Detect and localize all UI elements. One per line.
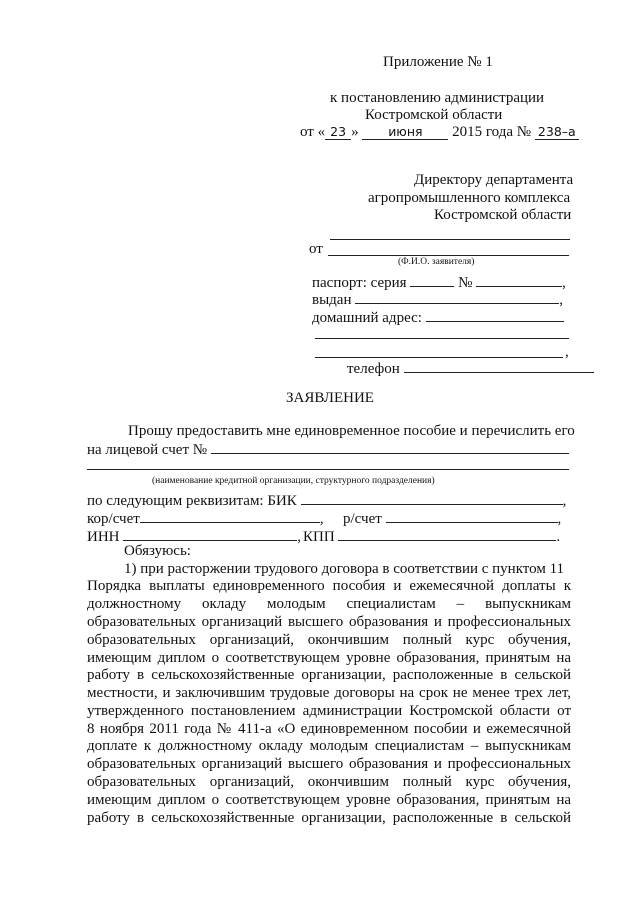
obligation-line: работу в сельскохозяйственные организации, расположенные в сельской	[87, 667, 571, 683]
fio-field[interactable]	[328, 255, 569, 256]
kpp-field[interactable]	[338, 527, 556, 541]
addressee-line-3: Костромской области	[434, 207, 572, 223]
inn-row	[87, 527, 301, 546]
rschet-row	[343, 509, 561, 528]
obligation-line: имеющим диплом о соответствующем уровне образования, принятым на	[87, 792, 571, 808]
issued-comma: ,	[559, 292, 563, 308]
korschet-row	[87, 509, 324, 528]
account-row	[87, 440, 569, 459]
obligation-line: образовательных организаций высшего образования и профессиональных	[87, 614, 571, 630]
obligation-line: имеющим диплом о соответствующем уровне образования, принятым на	[87, 650, 571, 666]
passport-series-label: паспорт: серия	[312, 275, 407, 291]
date-prefix: от «	[300, 124, 326, 140]
resolution-number: 238–а	[535, 124, 579, 140]
bik-label: по следующим реквизитам: БИК	[87, 493, 297, 509]
addressee-line-1: Директору департамента	[414, 172, 574, 188]
obligation-line: должностному окладу молодым специалистам – выпускникам	[87, 596, 571, 612]
obligation-line: 1) при расторжении трудового договора в соответствии с пунктом 11	[124, 561, 565, 577]
kpp-label: КПП	[303, 529, 335, 545]
phone-row	[347, 359, 594, 378]
address-row	[312, 308, 564, 327]
obligation-label: Обязуюсь:	[124, 543, 191, 559]
inn-label: ИНН	[87, 529, 120, 545]
date-year: 2015 года №	[452, 124, 532, 140]
issued-row	[312, 290, 563, 309]
korschet-field[interactable]	[140, 509, 320, 523]
date-day: 23	[325, 124, 351, 140]
addressee-line-2: агропромышленного комплекса	[368, 190, 571, 206]
address-label: домашний адрес:	[312, 310, 422, 326]
address-comma: ,	[565, 344, 569, 360]
obligation-line: образовательных организаций, окончившим полный курс обучения,	[87, 632, 571, 648]
rschet-comma: ,	[557, 511, 562, 527]
address-line-3[interactable]	[315, 357, 563, 358]
obligation-line: местности, и заключившим трудовые договоры на срок не менее трех лет,	[87, 685, 571, 701]
date-month: июня	[362, 124, 448, 140]
blank-line	[330, 239, 570, 240]
date-mid: »	[351, 124, 359, 140]
passport-number-field[interactable]	[476, 273, 562, 287]
inn-comma: ,	[297, 529, 301, 545]
issued-field[interactable]	[355, 290, 559, 304]
obligation-line: доплате к должностному окладу молодым специалистам – выпускникам	[87, 738, 571, 754]
kpp-row	[303, 527, 560, 546]
phone-field[interactable]	[404, 359, 594, 373]
issued-label: выдан	[312, 292, 352, 308]
passport-series-field[interactable]	[410, 273, 454, 287]
obligation-line: образовательных организаций высшего образования и профессиональных	[87, 756, 571, 772]
account-field[interactable]	[211, 440, 569, 454]
region-line: Костромской области	[365, 107, 503, 123]
request-line-1: Прошу предоставить мне единовременное пособие и перечислить его	[128, 423, 575, 439]
bank-name-field[interactable]	[87, 469, 569, 470]
resolution-line: к постановлению администрации	[330, 90, 545, 106]
passport-comma: ,	[562, 275, 566, 291]
bik-field[interactable]	[301, 491, 563, 505]
kpp-period: .	[556, 529, 561, 545]
address-line-2[interactable]	[315, 338, 569, 339]
obligation-line: образовательных организаций, окончившим полный курс обучения,	[87, 774, 571, 790]
korschet-label: кор/счет	[87, 511, 140, 527]
korschet-comma: ,	[319, 511, 324, 527]
obligation-line: 8 ноября 2011 года № 411-а «О единовременном пособии и ежемесячной	[87, 721, 571, 737]
from-label: от	[309, 241, 323, 257]
bik-row	[87, 491, 566, 510]
obligation-line: работу в сельскохозяйственные организации, расположенные в сельской	[87, 810, 571, 826]
account-label: на лицевой счет №	[87, 442, 208, 458]
phone-label: телефон	[347, 361, 400, 377]
appendix-title: Приложение № 1	[383, 54, 493, 70]
passport-number-label: №	[458, 275, 473, 291]
bank-caption: (наименование кредитной организации, структурного подразделения)	[152, 476, 435, 486]
rschet-label: р/счет	[343, 511, 382, 527]
inn-field[interactable]	[123, 527, 297, 541]
address-field[interactable]	[426, 308, 564, 322]
bik-comma: ,	[562, 493, 567, 509]
resolution-date	[300, 124, 579, 141]
fio-caption: (Ф.И.О. заявителя)	[398, 257, 475, 267]
obligation-line: Порядка выплаты единовременного пособия и ежемесячной доплаты к	[87, 578, 571, 594]
document-title: ЗАЯВЛЕНИЕ	[286, 390, 374, 406]
obligation-line: утвержденного постановлением администрации Костромской области от	[87, 703, 571, 719]
rschet-field[interactable]	[386, 509, 558, 523]
